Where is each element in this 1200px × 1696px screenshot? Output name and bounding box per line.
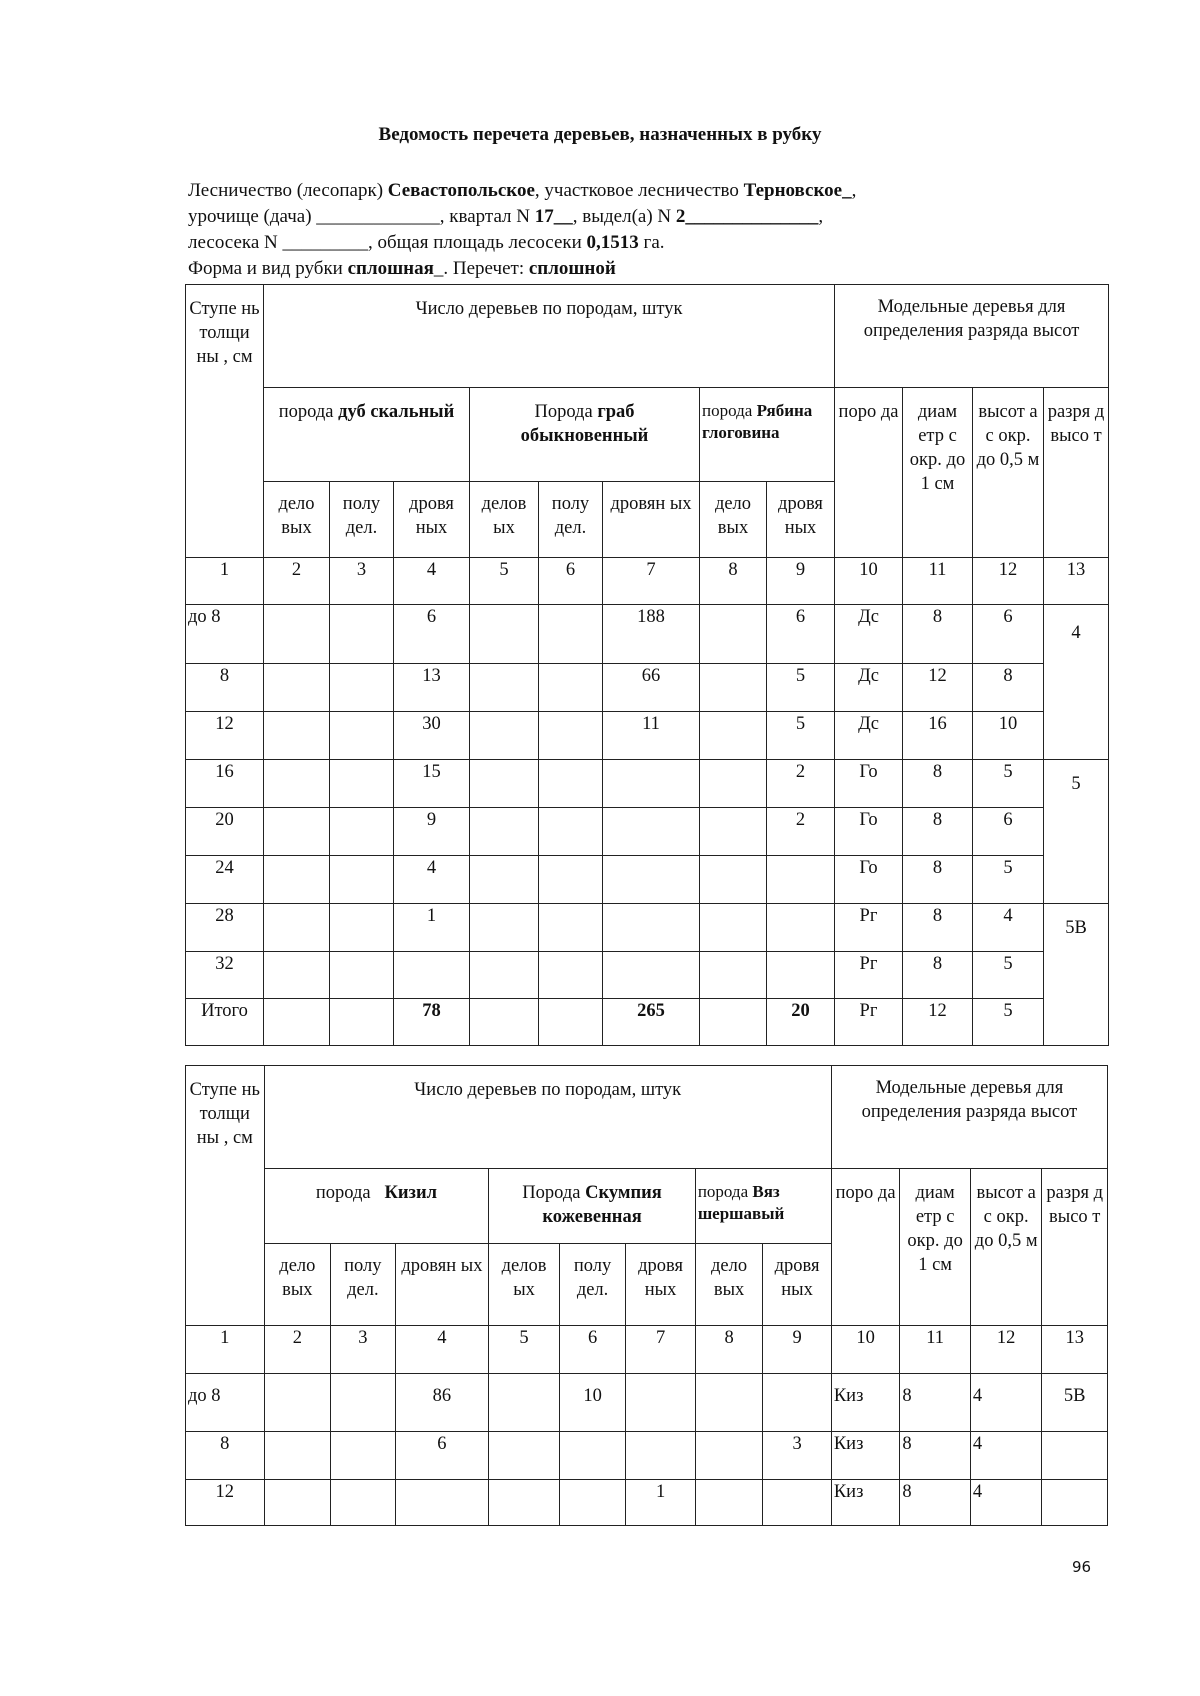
rank-col-header: разря д высо т <box>1044 388 1109 558</box>
table-row: 20 9 2 Го 8 6 <box>186 808 1109 856</box>
step-header: Ступе нь толщи ны , см <box>186 285 264 558</box>
district-name: Терновское_ <box>743 180 852 201</box>
model-trees-header: Модельные деревья для определения разряда высот <box>835 285 1109 388</box>
total-row: Итого 78 265 20 Рг 12 5 <box>186 999 1109 1046</box>
species-2-header: Порода граб обыкновенный <box>470 388 700 482</box>
column-number-row: 1 2 3 4 5 6 7 8 9 10 11 12 13 <box>186 1326 1108 1374</box>
kvartal-number: 17__ <box>534 206 573 227</box>
subheader-row: дело вых полу дел. дровян ых делов ых полу дел. дровя ных дело вых дровя ных <box>186 1244 1108 1326</box>
tally-table-2 <box>185 1065 1108 1526</box>
rank-value: 4 <box>1044 605 1109 760</box>
rank-value: 5 <box>1044 760 1109 904</box>
species-1-header: порода Кизил <box>264 1169 489 1244</box>
header-block: Лесничество (лесопарк) Севастопольское, участковое лесничество Терновское_, урочище (дача) _____________, квартал N 17__, выдел(а) N 2______________, лесосека N _________, общая площадь лесосеки 0,1513 га. Форма и вид рубки сплошная_. Перечет: сплошной <box>188 180 857 279</box>
table-row: 12 1 Киз 8 4 <box>186 1480 1108 1526</box>
poroda-col-header: поро да <box>831 1169 900 1326</box>
subheader-row: дело вых полу дел. дровя ных делов ых полу дел. дровян ых дело вых дровя ных <box>186 482 1109 558</box>
vydel-number: 2______________ <box>675 206 819 227</box>
cutting-form: сплошная <box>347 258 434 279</box>
table-row: до 8 6 188 6 Дс 8 6 4 <box>186 605 1109 664</box>
document-title: Ведомость перечета деревьев, назначенных в рубку <box>378 124 822 145</box>
diameter-col-header: диам етр с окр. до 1 см <box>903 388 973 558</box>
column-number-row: 1 2 3 4 5 6 7 8 9 10 11 12 13 <box>186 558 1109 605</box>
area-value: 0,1513 <box>586 232 639 253</box>
species-3-header: порода Вяз шершавый <box>695 1169 831 1244</box>
tree-count-header: Число деревьев по породам, штук <box>264 1066 831 1169</box>
step-header: Ступе нь толщи ны , см <box>186 1066 265 1326</box>
height-col-header: высот а с окр. до 0,5 м <box>970 1169 1042 1326</box>
rank-col-header: разря д высо т <box>1042 1169 1108 1326</box>
tree-count-header: Число деревьев по породам, штук <box>264 285 835 388</box>
poroda-col-header: поро да <box>835 388 903 558</box>
forestry-name: Севастопольское <box>387 180 535 201</box>
table-row: 8 6 3 Киз 8 4 <box>186 1432 1108 1480</box>
table-row: 28 1 Рг 8 4 5В <box>186 904 1109 952</box>
species-2-header: Порода Скумпия кожевенная <box>489 1169 696 1244</box>
recount-type: сплошной <box>528 258 616 279</box>
table-row: до 8 86 10 Киз 8 4 5В <box>186 1374 1108 1432</box>
table-row: 12 30 11 5 Дс 16 10 <box>186 712 1109 760</box>
tally-table-1 <box>185 284 1109 1046</box>
table-row: 24 4 Го 8 5 <box>186 856 1109 904</box>
page-number: 96 <box>1072 1558 1092 1576</box>
table-row: 16 15 2 Го 8 5 5 <box>186 760 1109 808</box>
species-3-header: порода Рябина глоговина <box>700 388 835 482</box>
model-trees-header: Модельные деревья для определения разряда высот <box>831 1066 1107 1169</box>
table-row: 8 13 66 5 Дс 12 8 <box>186 664 1109 712</box>
species-1-header: порода дуб скальный <box>264 388 470 482</box>
table-row: 32 Рг 8 5 <box>186 952 1109 999</box>
diameter-col-header: диам етр с окр. до 1 см <box>900 1169 971 1326</box>
rank-value: 5В <box>1044 904 1109 1046</box>
height-col-header: высот а с окр. до 0,5 м <box>973 388 1044 558</box>
